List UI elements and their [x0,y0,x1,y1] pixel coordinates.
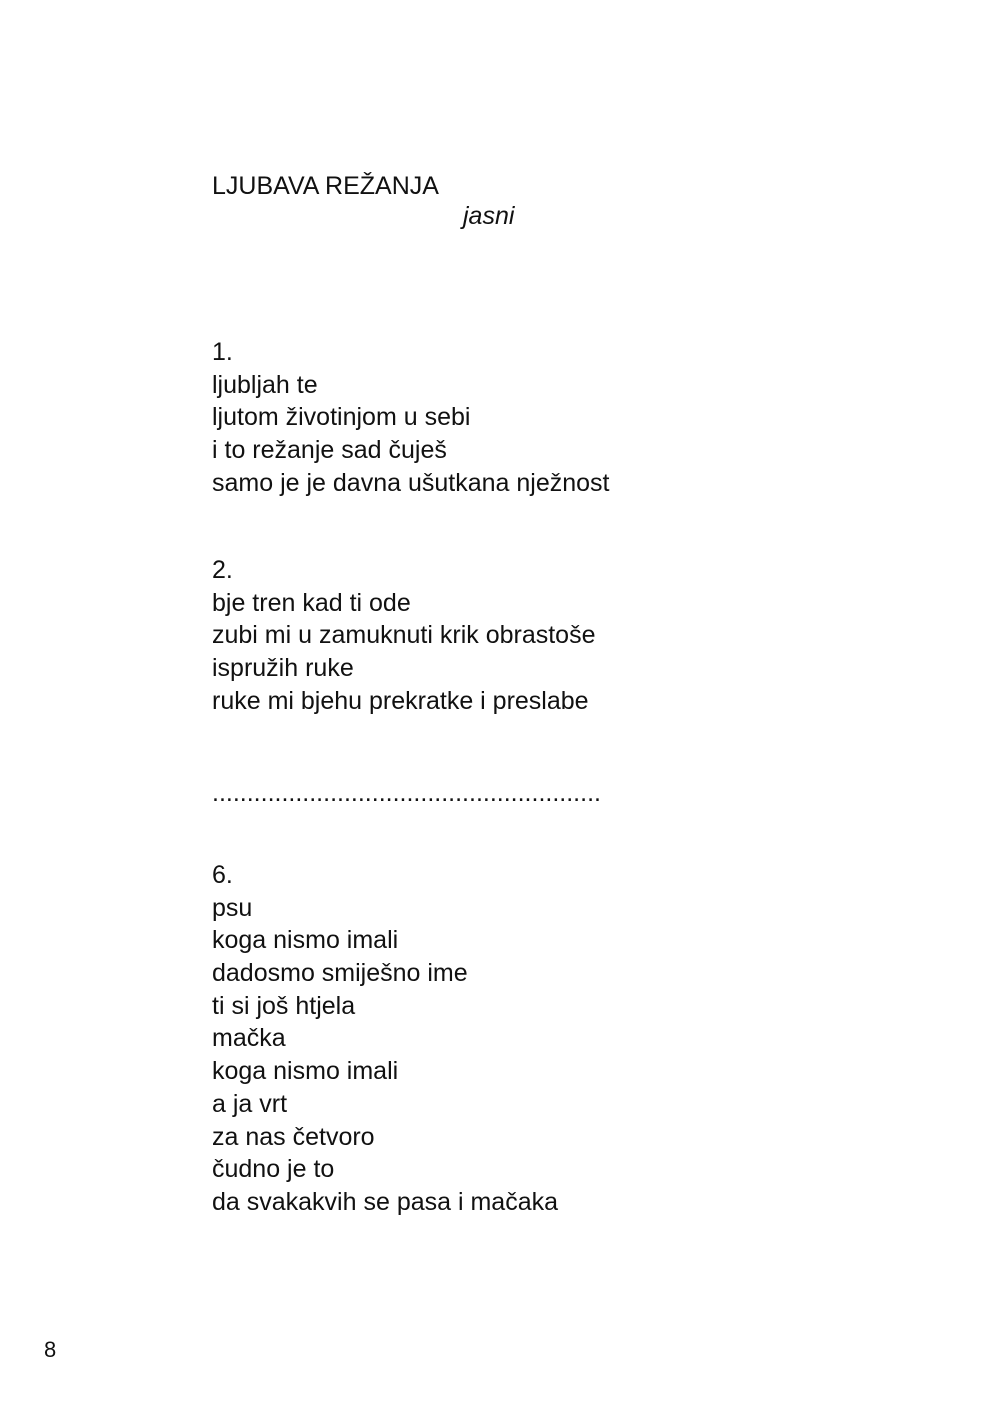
poem-line: a ja vrt [212,1089,288,1118]
page-number: 8 [44,1337,57,1362]
stanza-number: 1. [212,338,233,366]
poem-line: dadosmo smiješno ime [212,959,468,988]
poem-line: ljutom životinjom u sebi [212,403,471,432]
poem-line: ljubljah te [212,370,318,399]
stanza-number: 2. [212,556,233,584]
poem-line: ti si još htjela [212,991,356,1020]
poem-line: ispružih ruke [212,654,354,683]
poem-subtitle: jasni [463,202,515,230]
poem-line: samo je je davna ušutkana nježnost [212,468,610,497]
ellipsis-separator: ........................................................ [212,779,601,807]
poem-line: mačka [212,1024,286,1053]
poem-line: koga nismo imali [212,1057,399,1086]
poem-line: psu [212,893,253,922]
poem-line: zubi mi u zamuknuti krik obrastoše [212,621,596,650]
poem-line: ruke mi bjehu prekratke i preslabe [212,686,589,715]
stanza-1 [212,336,609,499]
poem-line: čudno je to [212,1155,335,1184]
stanza-6 [212,859,558,1219]
poem-title: LJUBAVA REŽANJA [212,172,439,200]
poem-line: za nas četvoro [212,1122,375,1151]
stanza-2 [212,554,595,717]
poem-line: bje tren kad ti ode [212,588,411,617]
poem-line: koga nismo imali [212,926,399,955]
stanza-number: 6. [212,861,233,889]
poem-line: da svakakvih se pasa i mačaka [212,1187,559,1216]
poem-line: i to režanje sad čuješ [212,436,447,465]
